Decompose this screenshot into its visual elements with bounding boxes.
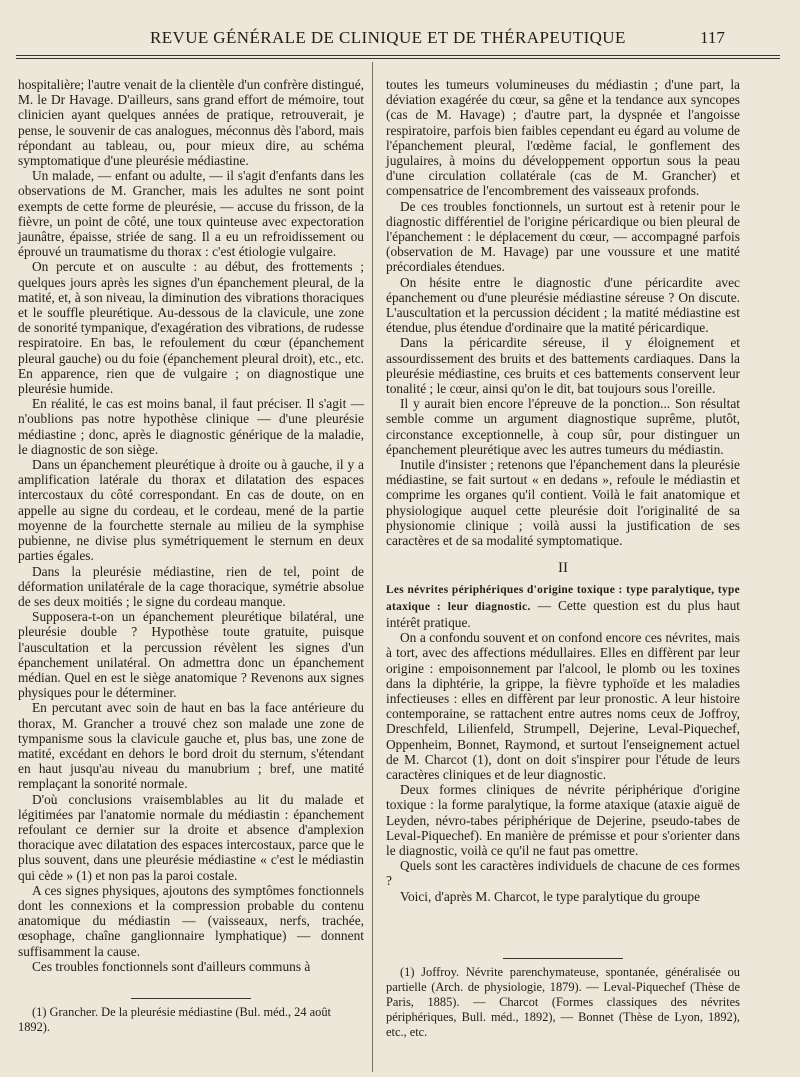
paragraph: Inutile d'insister ; retenons que l'épanchement dans la pleurésie médiastine, se fait surtout « en dedans », refoule le médiastin et comprime les organes qu'il contient. Voilà le fait anatomique et physiologique auquel cette pleurésie doit l'originalité de sa physionomie clinique ; voilà aussi la justification de ses caractères et de sa modalité symptomatique.	[386, 457, 740, 549]
footnote: (1) Joffroy. Névrite parenchymateuse, spontanée, généralisée ou partielle (Arch. de physiologie, 1879). — Leval-Piquechef (Thèse de Paris, 1885). — Charcot (Formes classiques des névrites périphériques, Bull. méd., 1892), — Bonnet (Thèse de Lyon, 1892), etc., etc.	[386, 965, 740, 1039]
left-footnote	[18, 998, 364, 1035]
paragraph: Voici, d'après M. Charcot, le type paralytique du groupe	[400, 888, 701, 904]
paragraph: Un malade, — enfant ou adulte, — il s'agit d'enfants dans les observations de M. Grancher, mais les adultes ne sont point exempts de cette forme de pleurésie, — accuse du frisson, de la fièvre, un point de côté, une toux quinteuse avec expectoration jaunâtre, épaisse, striée de sang. Il a eu un refroidissement ou éprouvé un traumatisme du thorax : c'est étiologie vulgaire.	[18, 168, 364, 260]
paragraph: On a confondu souvent et on confond encore ces névrites, mais à tort, avec des affections médullaires. Elles en diffèrent par leur origine : empoisonnement par l'alcool, le plomb ou les toxines dans la diphtérie, la grippe, la fièvre typhoïde et les maladies infectieuses : elles en diffèrent par leur pronostic. A leur histoire contemporaine, se rattachent entre autres noms ceux de Joffroy, Dreschfeld, Lilienfeld, Strumpell, Dejerine, Leval-Piquechef, Oppenheim, Bonnet, Raymond, et surtout l'enseignement actuel de M. Charcot (1), dont on doit s'inspirer pour l'étude de leurs caractères cliniques et de leur diagnostic.	[386, 630, 740, 782]
footnote-rule	[131, 998, 251, 999]
paragraph: Dans la péricardite séreuse, il y éloignement et assourdissement des bruits et des battements cardiaques. Dans la pleurésie médiastine, ces bruits et ces battements conservent leur tonalité ; le cœur, ainsi qu'on le dit, bat toujours sous l'oreille.	[386, 335, 740, 397]
section-heading-tail: — Cette question est du plus haut intérêt pratique.	[386, 597, 741, 630]
paragraph: Quels sont les caractères individuels de chacune de ces formes ?	[386, 858, 740, 889]
paragraph: On hésite entre le diagnostic d'une péricardite avec épanchement ou d'une pleurésie médiastine séreuse ? On discute. L'auscultation et la percussion décident ; la matité médiastine est étendue, plus étendue d'ordinaire que la matité péricardique.	[386, 274, 740, 336]
section-heading: Les névrites périphériques d'origine toxique : type paralytique, type ataxique : leur diagnostic.	[386, 583, 740, 613]
paragraph: Dans la pleurésie médiastine, rien de tel, point de déformation unilatérale de la cage thoracique, symétrie absolue de ses deux moitiés ; le signe du cordeau manque.	[18, 563, 364, 609]
header-rule	[16, 55, 780, 56]
paragraph: On percute et on ausculte : au début, des frottements ; quelques jours après les signes d'un épanchement pleural, de la matité, et, à son niveau, la diminution des vibrations thoraciques et le souffle pleurétique. Au-dessous de la clavicule, une zone de sonorité tympanique, d'exagération des vibrations, de rudesse respiratoire. En bas, le refoulement du cœur (épanchement pleural gauche) ou du foie (épanchement pleural droit), etc., etc. En apparence, rien que de vulgaire ; on diagnostique une pleurésie humide.	[18, 259, 364, 397]
page-header	[0, 28, 800, 52]
page-number: 117	[700, 28, 725, 47]
paragraph: Ces troubles fonctionnels sont d'ailleurs communs à	[32, 958, 311, 974]
paragraph: D'où conclusions vraisemblables au lit du malade et légitimées par l'anatomie normale du médiastin : épanchement refoulant ce dernier sur la droite et absence d'amplexion thoracique avec dilatation des espaces intercostaux, parce que le plus souvent, dans une pleurésie médiastine « c'est le médiastin qui cède » (1) et non pas la paroi costale.	[18, 791, 364, 883]
paragraph: toutes les tumeurs volumineuses du médiastin ; d'une part, la déviation exagérée du cœur, sa gêne et la tendance aux syncopes (cas de M. Havage) ; d'autre part, la dyspnée et l'angoisse respiratoire, parfois bien faibles cependant eu égard au volume de l'épanchement pleural, l'œdème facial, le gonflement des jugulaires, à moins du développement opportun sous la peau d'une circulation collatérale (cas de M. Grancher) et compensatrice de l'encombrement des vaisseaux profonds.	[386, 77, 740, 199]
paragraph: En réalité, le cas est moins banal, il faut préciser. Il s'agit — n'oublions pas notre hypothèse clinique — d'une pleurésie médiastine ; donc, après le diagnostic générique de la maladie, le diagnostic de son siège.	[18, 396, 364, 457]
section-number: II	[558, 560, 568, 577]
right-footnote	[386, 958, 740, 1040]
paragraph: Deux formes cliniques de névrite périphérique d'origine toxique : la forme paralytique, la forme ataxique (ataxie aiguë de Leyden, névro-tabes périphérique de Dejerine, pseudo-tabes de Leval-Piquechef). En manière de prémisse et pour s'orienter dans le diagnostic, voilà ce qu'il ne faut pas omettre.	[386, 782, 740, 858]
left-column	[18, 77, 364, 974]
section-lead-paragraph	[386, 581, 740, 631]
paragraph: hospitalière; l'autre venait de la clientèle d'un confrère distingué, M. le Dr Havage. D'ailleurs, sans grand effort de mémoire, tout clinicien ayant quelques années de pratique, retrouverait, je pense, le souvenir de cas analogues, méconnus dès l'abord, mais répondant au tableau, ou, pour mieux dire, au schéma symptomatique d'une pleurésie médiastine.	[18, 77, 364, 169]
running-title: REVUE GÉNÉRALE DE CLINIQUE ET DE THÉRAPEUTIQUE	[150, 28, 626, 47]
header-rule-double	[16, 58, 780, 59]
paragraph: De ces troubles fonctionnels, un surtout est à retenir pour le diagnostic différentiel de l'origine péricardique ou bien pleural de l'épanchement : le déplacement du cœur, — accompagné parfois (observation de M. Havage) par une voussure et une matité précordiales étendues.	[386, 198, 740, 275]
paragraph: Il y aurait bien encore l'épreuve de la ponction... Son résultat semble comme un argument diagnostique suprême, plutôt, circonstance exceptionnelle, à coup sûr, pour distinguer un épanchement pleurétique avec les autres tumeurs du médiastin.	[386, 396, 740, 457]
paragraph: Dans un épanchement pleurétique à droite ou à gauche, il y a amplification latérale du thorax et dilatation des espaces intercostaux du côté correspondant. En cas de doute, on en appelle au signe du cordeau, et le cordeau, mené de la partie moyenne de la fourchette sternale au milieu de la symphise pubienne, ne divise plus symétriquement le sternum en deux parties égales.	[18, 457, 364, 564]
right-column	[386, 77, 740, 904]
paragraph: Supposera-t-on un épanchement pleurétique bilatéral, une pleurésie double ? Hypothèse toute gratuite, puisque l'auscultation et la percussion révèlent les signes d'un épanchement unilatéral. On admettra donc un épanchement médian. Quel en est le siège anatomique ? Revenons aux signes physiques pour le déterminer.	[18, 609, 364, 701]
footnote: (1) Grancher. De la pleurésie médiastine (Bul. méd., 24 août 1892).	[18, 1005, 331, 1034]
footnote-rule	[503, 958, 623, 959]
column-divider	[372, 62, 373, 1072]
paragraph: A ces signes physiques, ajoutons des symptômes fonctionnels dont les connexions et la compression probable du contenu anatomique du médiastin — (vaisseaux, nerfs, trachée, œsophage, chaîne ganglionnaire lymphatique) — donnent suffisamment la cause.	[18, 882, 364, 959]
paragraph: En percutant avec soin de haut en bas la face antérieure du thorax, M. Grancher a trouvé chez son malade une zone de tympanisme sous la clavicule gauche et, plus bas, une zone de matité, excédant en dehors le bord droit du sternum, s'étendant en haut jusqu'au niveau du manubrium ; bref, une matité remplaçant la sonorité normale.	[18, 700, 364, 792]
